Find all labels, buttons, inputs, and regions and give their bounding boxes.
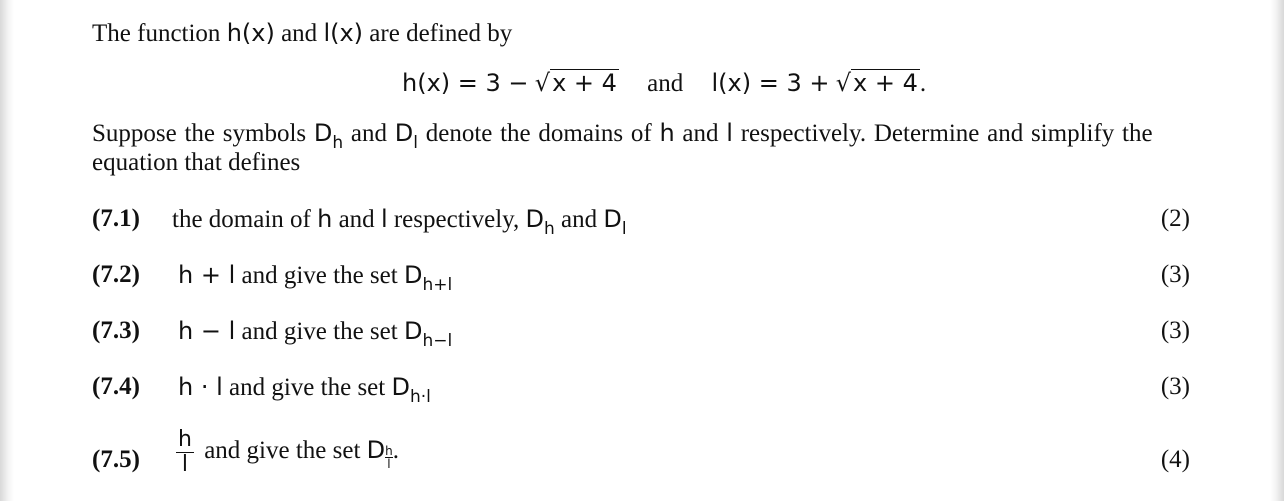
- part-text: respectively,: [393, 206, 520, 233]
- domain-symbol: D: [403, 261, 423, 289]
- para-and: and: [350, 120, 387, 147]
- page-right-edge: [1270, 0, 1284, 501]
- domain-symbol: D: [525, 205, 544, 233]
- h-definition-lhs: h(x) = 3 −: [402, 69, 529, 97]
- part-number: (7.2): [92, 261, 140, 288]
- page-left-edge: [0, 0, 14, 501]
- part-and: and: [338, 206, 375, 233]
- domain-subscript: h+l: [422, 275, 453, 295]
- sqrt-radicand-l: [851, 69, 920, 97]
- display-equation: [402, 68, 926, 99]
- part-text-7-1: [172, 204, 627, 237]
- part-text-7-2: [178, 260, 452, 293]
- l-definition-lhs: l(x) = 3 +: [711, 69, 830, 97]
- intro-and: and: [281, 20, 318, 47]
- domain-subscript: h−l: [422, 331, 453, 351]
- part-text: and give the set: [229, 374, 386, 401]
- part-text-7-4: [178, 372, 431, 405]
- part-number: (7.5): [92, 446, 140, 473]
- subscript-denominator: l: [387, 457, 391, 472]
- h-function-symbol: h(x): [226, 19, 275, 47]
- part-and: and: [561, 206, 598, 233]
- equation-period: .: [919, 70, 927, 97]
- part-text-7-3: [178, 316, 452, 349]
- domain-subscript-h: h: [544, 219, 555, 239]
- operation: h · l: [178, 373, 223, 401]
- domain-symbol: D: [313, 119, 333, 147]
- part-number: (7.4): [92, 373, 140, 400]
- domain-subscript-h: h: [332, 133, 344, 153]
- domain-subscript-fraction: [385, 445, 393, 470]
- part-text: and give the set: [241, 318, 398, 345]
- marks: (4): [1160, 446, 1190, 473]
- domain-symbol: D: [403, 317, 423, 345]
- fraction-numerator: h: [178, 427, 192, 452]
- intro-text-end: are defined by: [369, 20, 513, 47]
- marks: (3): [1160, 373, 1190, 400]
- para-text: respectively. Determine and simplify the: [740, 120, 1153, 147]
- part-text: the domain of: [172, 206, 311, 233]
- radicand-text: x + 4: [853, 69, 918, 97]
- sqrt-symbol: √: [534, 69, 551, 97]
- l-function-symbol: l(x): [323, 19, 364, 47]
- paragraph-line-2: equation that defines: [92, 149, 301, 176]
- sqrt-radicand-h: [550, 69, 619, 97]
- operation: h − l: [178, 317, 236, 345]
- domain-subscript: h·l: [409, 387, 431, 407]
- marks: (3): [1160, 317, 1190, 344]
- domain-subscript-l: l: [621, 219, 627, 239]
- equation-and: and: [647, 70, 684, 97]
- fraction-denominator: l: [181, 452, 189, 477]
- h-symbol: h: [659, 119, 675, 147]
- domain-symbol: D: [366, 436, 386, 465]
- domain-symbol: D: [391, 373, 410, 401]
- intro-text: The function: [92, 20, 221, 47]
- l-symbol: l: [380, 205, 388, 233]
- radicand-text: x + 4: [552, 69, 617, 97]
- part-number: (7.3): [92, 317, 140, 344]
- intro-line: [92, 18, 512, 49]
- subscript-numerator: h: [385, 444, 393, 459]
- operation: h + l: [178, 261, 236, 289]
- h-symbol: h: [317, 205, 333, 233]
- domain-symbol: D: [394, 119, 414, 147]
- para-text: denote the domains of: [425, 120, 652, 147]
- part-text-7-5: [172, 428, 399, 477]
- domain-subscript-l: l: [413, 133, 418, 153]
- part-number: (7.1): [92, 205, 140, 232]
- para-and: and: [682, 120, 719, 147]
- part-text: and give the set: [241, 262, 398, 289]
- marks: (3): [1160, 261, 1190, 288]
- marks: (2): [1160, 205, 1190, 232]
- part-period: .: [392, 437, 399, 465]
- sqrt-symbol: √: [835, 69, 852, 97]
- part-text: and give the set: [204, 437, 361, 465]
- domain-symbol: D: [603, 205, 622, 233]
- para-text: Suppose the symbols: [92, 120, 307, 147]
- paragraph-line-1: [92, 118, 1153, 151]
- h-over-l-fraction: [176, 428, 194, 477]
- l-symbol: l: [726, 119, 733, 147]
